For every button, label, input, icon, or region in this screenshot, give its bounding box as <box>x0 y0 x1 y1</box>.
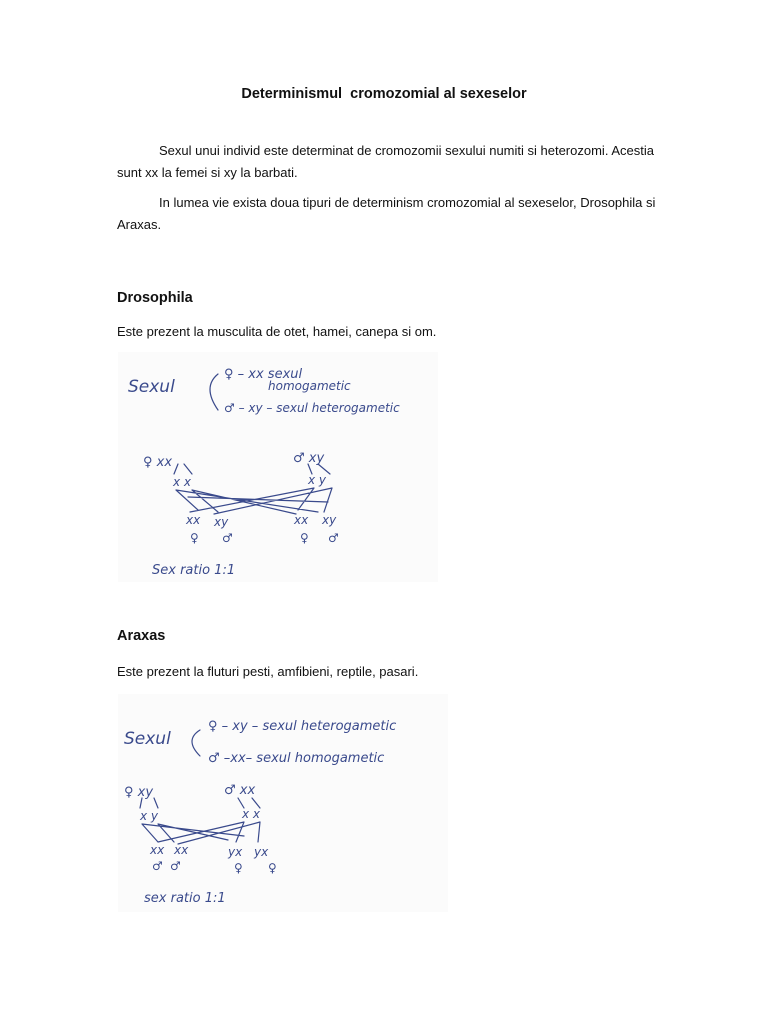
offspring-4: xy <box>322 513 337 527</box>
sketch-sexul-label: Sexul <box>128 377 175 397</box>
gametes-female-label: x x <box>173 475 192 489</box>
sketch-line-1b: homogametic <box>268 379 351 393</box>
offspring-1: xx <box>186 513 201 527</box>
offspring-3: xx <box>294 513 309 527</box>
parent-female-label: ♀ xx <box>143 455 173 470</box>
offspring-2: xy <box>214 515 229 529</box>
offspring-1: xx <box>150 843 165 857</box>
sex-ratio-label: Sex ratio 1:1 <box>152 563 236 578</box>
parent-female-label: ♀ xy <box>124 785 154 800</box>
offspring-4: yx <box>254 845 269 859</box>
parent-male-label: ♂ xy <box>293 451 325 466</box>
section-text-araxas: Este prezent la fluturi pesti, amfibieni, reptile, pasari. <box>117 664 419 679</box>
gametes-male-label: x x <box>242 807 261 821</box>
section-text-drosophila: Este prezent la musculita de otet, hamei, canepa si om. <box>117 324 437 339</box>
section-heading-drosophila: Drosophila <box>117 290 193 306</box>
sketch-line-1: ♀ – xx sexul <box>224 367 303 382</box>
intro-paragraph-1: Sexul unui individ este determinat de cromozomii sexului numiti si heterozomi. Acestia sunt xx la femei si xy la barbati. <box>117 143 654 180</box>
offspring-3: yx <box>228 845 243 859</box>
araxas-handwritten-diagram <box>118 694 448 912</box>
drosophila-handwritten-diagram <box>118 352 438 582</box>
sketch-sexul-label: Sexul <box>124 729 171 749</box>
offspring-sex-4: ♀ <box>268 861 277 875</box>
sex-ratio-label: sex ratio 1:1 <box>144 891 226 906</box>
offspring-2: xx <box>174 843 189 857</box>
sketch-line-1: ♀ – xy – sexul heterogametic <box>208 719 397 734</box>
document-title: Determinismul cromozomial al sexeselor <box>241 86 527 102</box>
offspring-sex-2: ♂ <box>222 531 233 545</box>
sketch-line-2: ♂ – xy – sexul heterogametic <box>224 401 400 415</box>
offspring-sex-1: ♂ <box>152 859 163 873</box>
offspring-sex-3: ♀ <box>300 531 309 545</box>
offspring-sex-2: ♂ <box>170 859 181 873</box>
offspring-sex-1: ♀ <box>190 531 199 545</box>
intro-paragraph-2: In lumea vie exista doua tipuri de determinism cromozomial al sexeselor, Drosophila si Araxas. <box>117 195 656 232</box>
offspring-sex-4: ♂ <box>328 531 339 545</box>
gametes-female-label: x y <box>140 809 159 823</box>
sketch-line-2: ♂ –xx– sexul homogametic <box>208 751 385 766</box>
offspring-sex-3: ♀ <box>234 861 243 875</box>
gametes-male-label: x y <box>308 473 327 487</box>
parent-male-label: ♂ xx <box>224 783 256 798</box>
section-heading-araxas: Araxas <box>117 628 166 644</box>
